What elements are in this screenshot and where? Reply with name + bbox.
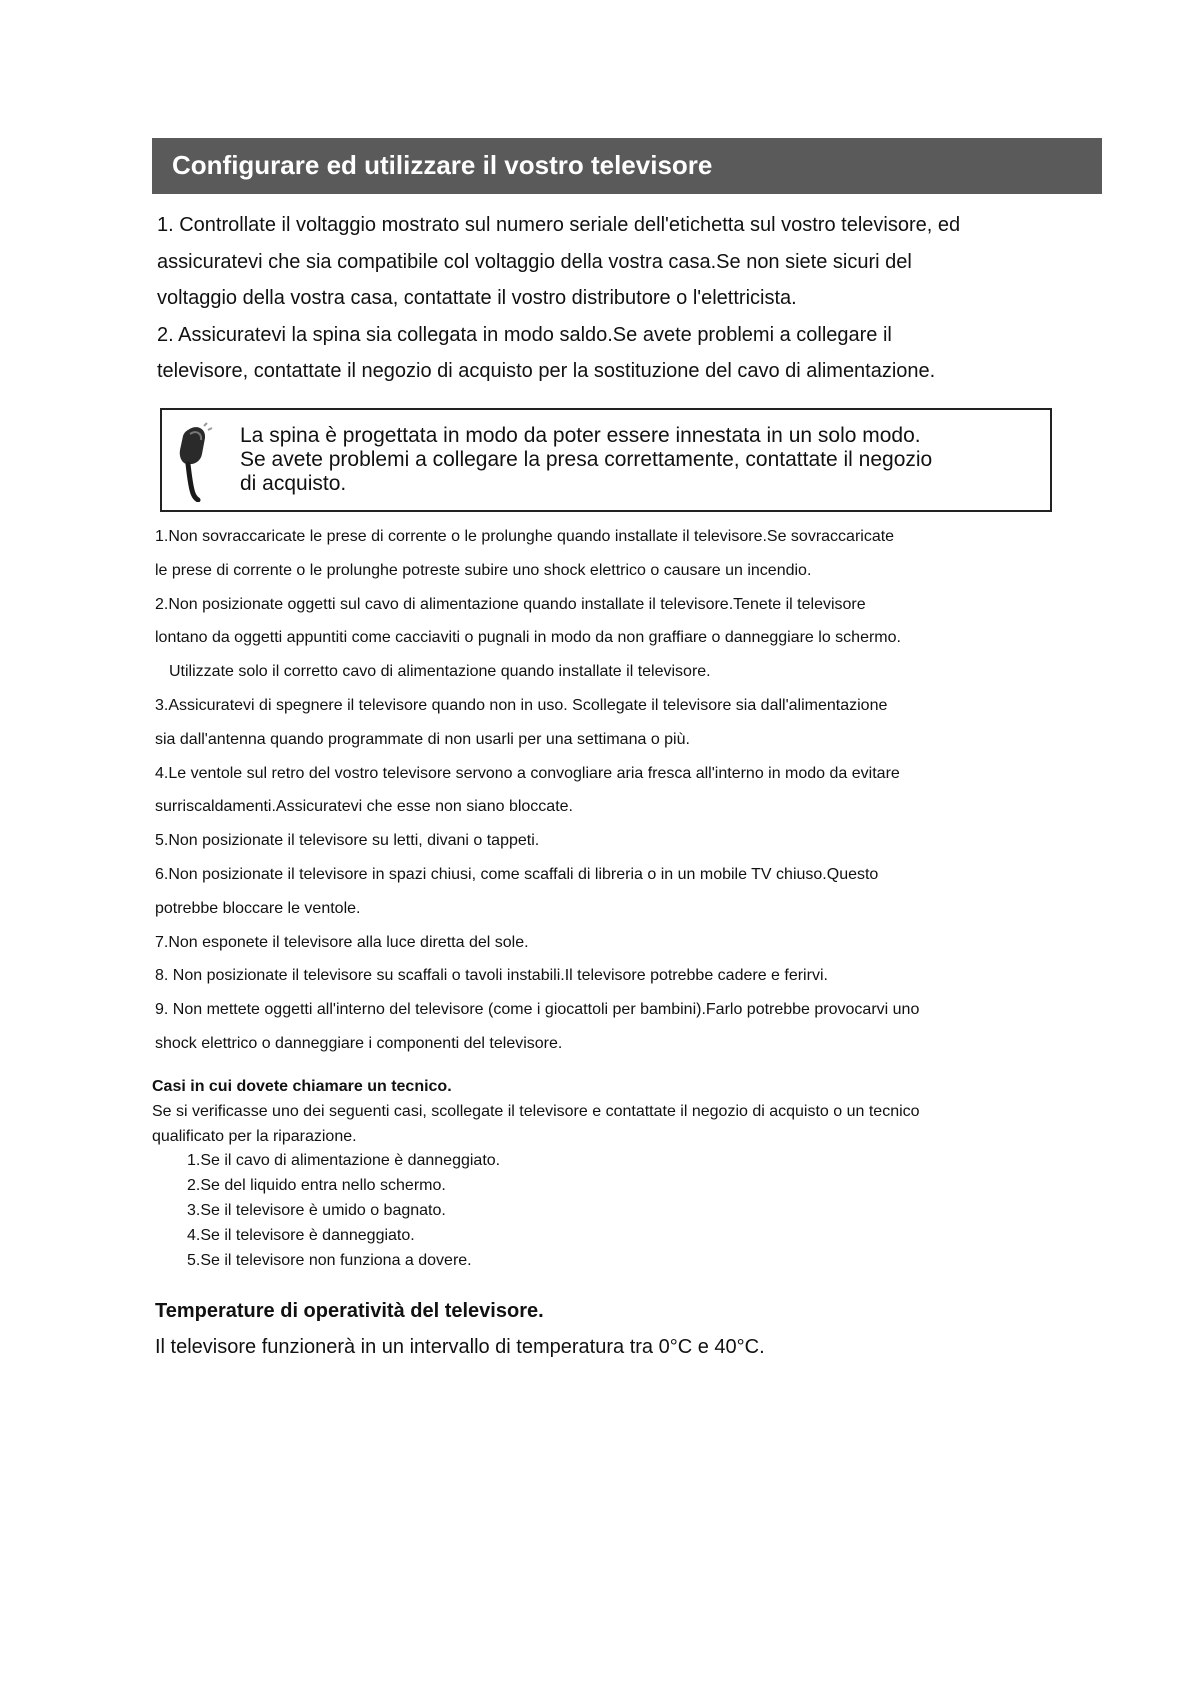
intro-section [157,207,1057,390]
list-item: 3.Se il televisore è umido o bagnato. [187,1201,446,1219]
section-header-bar [152,138,1102,194]
rule-line: 1.Non sovraccaricate le prese di corrente o le prolunghe quando installate il televisore.Se sovraccaricate [155,528,895,545]
rule-line: 4.Le ventole sul retro del vostro televisore servono a convogliare aria fresca all'interno in modo da evitare [155,764,900,782]
list-item: 1.Se il cavo di alimentazione è danneggiato. [187,1152,501,1170]
rule-line: shock elettrico o danneggiare i componenti del televisore. [155,1034,563,1052]
rule-line: 2.Non posizionate oggetti sul cavo di alimentazione quando installate il televisore.Tenete il televisore [155,595,866,613]
intro-line: televisore, contattate il negozio di acquisto per la sostituzione del cavo di alimentazione. [157,360,936,382]
intro-line: 2. Assicuratevi la spina sia collegata in modo saldo.Se avete problemi a collegare il [157,323,892,346]
intro-line: 1. Controllate il voltaggio mostrato sul numero seriale dell'etichetta sul vostro televisore, ed [157,214,961,236]
technician-intro-line: qualificato per la riparazione. [152,1127,357,1145]
list-item: 4.Se il televisore è danneggiato. [187,1226,415,1244]
temperature-text: Il televisore funzionerà in un intervallo di temperatura tra 0°C e 40°C. [155,1336,765,1358]
technician-intro-line: Se si verificasse uno dei seguenti casi, scollegate il televisore e contattate il negozio di acquisto o un tecnico [152,1102,920,1120]
safety-rules-list [155,520,1055,1061]
temperature-section [155,1296,1055,1362]
rule-line: sia dall'antenna quando programmate di non usarli per una settimana o più. [155,730,690,748]
technician-cases-list [152,1149,1052,1273]
power-plug-icon [174,420,214,502]
rule-line: potrebbe bloccare le ventole. [155,899,361,917]
plug-note-box [160,408,1052,512]
note-line: La spina è progettata in modo da poter essere innestata in un solo modo. [240,424,921,447]
rule-line: le prese di corrente o le prolunghe potreste subire uno shock elettrico o causare un incendio. [155,561,812,579]
rule-line: 7.Non esponete il televisore alla luce diretta del sole. [155,933,529,951]
plug-note-text [240,424,932,496]
intro-line: voltaggio della vostra casa, contattate il vostro distributore o l'elettricista. [157,287,797,309]
rule-line: 8. Non posizionate il televisore su scaffali o tavoli instabili.Il televisore potrebbe cadere e ferirvi. [155,967,828,985]
rule-line: surriscaldamenti.Assicuratevi che esse non siano bloccate. [155,798,573,816]
rule-line: 3.Assicuratevi di spegnere il televisore quando non in uso. Scollegate il televisore sia dall'alimentazione [155,696,888,714]
note-line: Se avete problemi a collegare la presa correttamente, contattate il negozio [240,448,933,471]
note-line: di acquisto. [240,472,347,495]
intro-line: assicuratevi che sia compatibile col voltaggio della vostra casa.Se non siete sicuri del [157,250,912,273]
rule-line: Utilizzate solo il corretto cavo di alimentazione quando installate il televisore. [169,663,711,681]
temperature-heading: Temperature di operatività del televisore. [155,1300,544,1322]
technician-section [152,1075,1052,1273]
technician-heading: Casi in cui dovete chiamare un tecnico. [152,1078,452,1095]
page-title: Configurare ed utilizzare il vostro televisore [172,150,713,180]
rule-line: 9. Non mettete oggetti all'interno del televisore (come i giocattoli per bambini).Farlo potrebbe provocarvi uno [155,1001,920,1019]
rule-line: 6.Non posizionate il televisore in spazi chiusi, come scaffali di libreria o in un mobile TV chiuso.Questo [155,865,879,883]
list-item: 5.Se il televisore non funziona a dovere. [187,1251,472,1269]
rule-line: 5.Non posizionate il televisore su letti, divani o tappeti. [155,832,540,850]
rule-line: lontano da oggetti appuntiti come cacciaviti o pugnali in modo da non graffiare o danneggiare lo schermo. [155,629,901,647]
list-item: 2.Se del liquido entra nello schermo. [187,1177,446,1195]
